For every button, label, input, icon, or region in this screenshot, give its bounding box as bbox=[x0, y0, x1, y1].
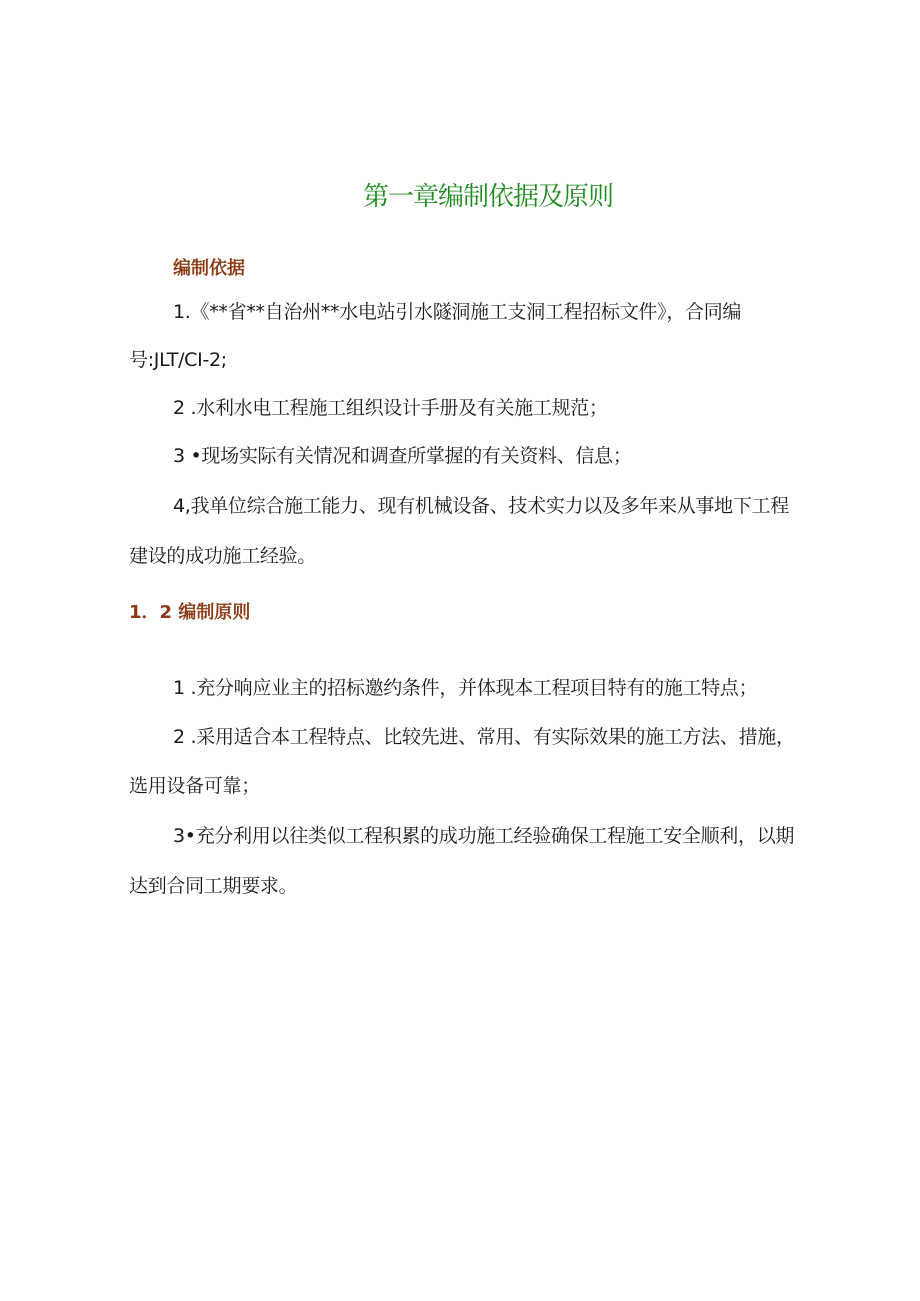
basis-item-2-line1: 2 .水利水电工程施工组织设计手册及有关施工规范； bbox=[173, 397, 608, 419]
principle-item-2-line1: 2 .采用适合本工程特点、比较先进、常用、有实际效果的施工方法、措施， bbox=[173, 726, 795, 748]
chapter-title: 第一章编制依据及原则 bbox=[362, 182, 613, 212]
basis-item-4-line1: 4,我单位综合施工能力、现有机械设备、技术实力以及多年来从事地下工程 bbox=[173, 495, 789, 517]
section-heading-basis: 编制依据 bbox=[173, 258, 245, 279]
principle-item-1-line1: 1 .充分响应业主的招标邀约条件，并体现本工程项目特有的施工特点； bbox=[173, 677, 758, 699]
basis-item-4-line2: 建设的成功施工经验。 bbox=[129, 545, 317, 567]
principle-item-3-line2: 达到合同工期要求。 bbox=[129, 875, 298, 897]
principle-item-3-line1: 3•充分利用以往类似工程积累的成功施工经验确保工程施工安全顺利，以期 bbox=[173, 825, 795, 847]
basis-item-1-line1: 1.《**省**自治州**水电站引水隧洞施工支洞工程招标文件》，合同编 bbox=[173, 301, 742, 323]
basis-item-3-line1: 3 •现场实际有关情况和调查所掌握的有关资料、信息； bbox=[173, 445, 632, 467]
section-heading-principles: 1．2 编制原则 bbox=[129, 602, 251, 623]
basis-item-1-line2: 号:JLT/CI-2; bbox=[129, 349, 227, 371]
principle-item-2-line2: 选用设备可靠； bbox=[129, 775, 260, 797]
